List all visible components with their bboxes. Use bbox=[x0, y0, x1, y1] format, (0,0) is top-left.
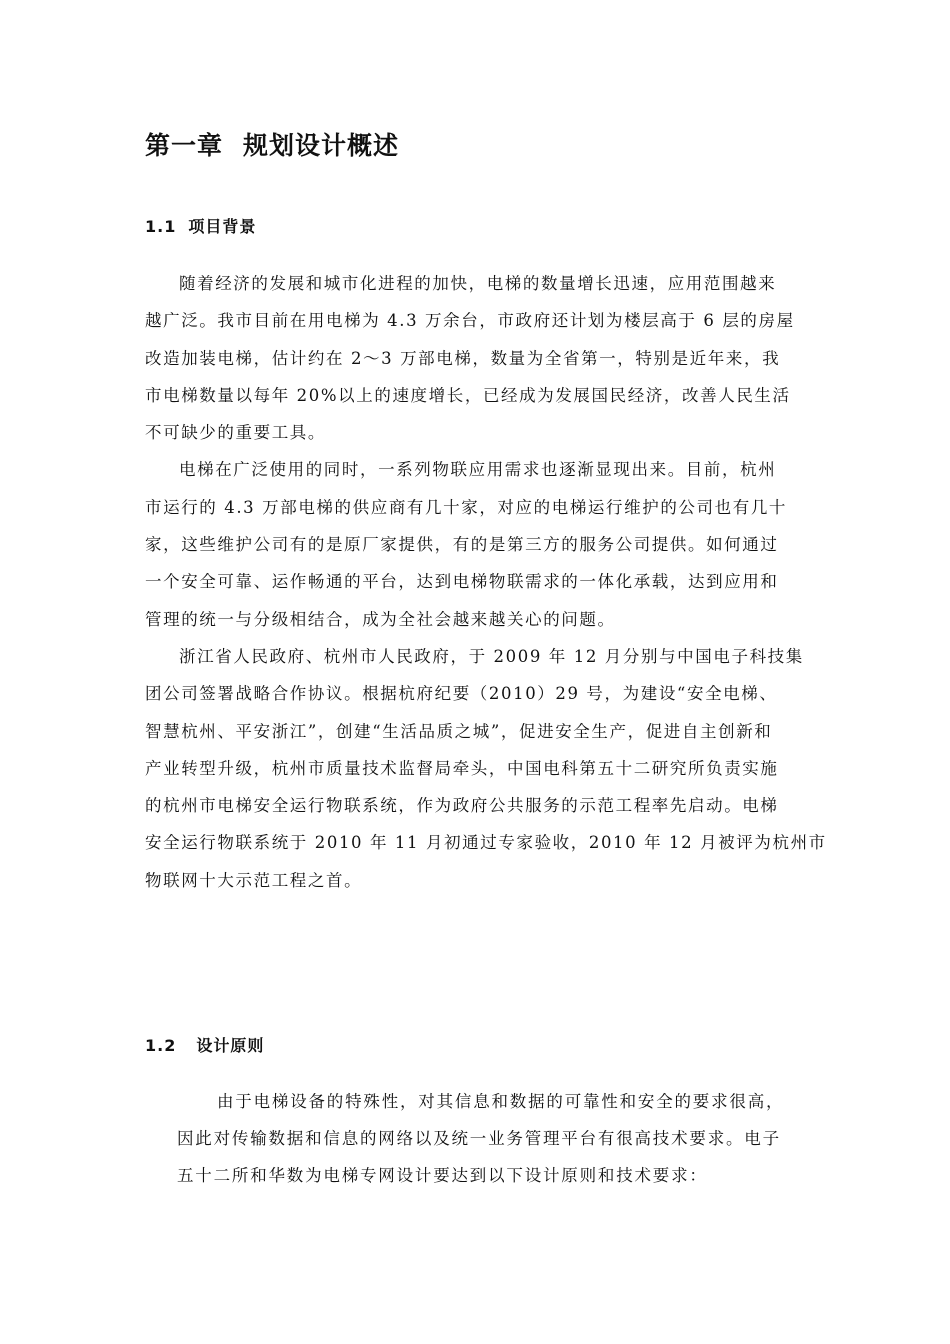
paragraph-line: 因此对传输数据和信息的网络以及统一业务管理平台有很高技术要求。电子 bbox=[177, 1129, 781, 1148]
paragraph-line: 浙江省人民政府、杭州市人民政府，于 2009 年 12 月分别与中国电子科技集 bbox=[179, 646, 804, 666]
paragraph-line: 改造加装电梯，估计约在 2～3 万部电梯，数量为全省第一，特别是近年来，我 bbox=[145, 348, 781, 368]
paragraph-line: 一个安全可靠、运作畅通的平台，达到电梯物联需求的一体化承载，达到应用和 bbox=[145, 572, 779, 592]
section-number: 1.2 bbox=[145, 1036, 177, 1055]
paragraph-line: 的杭州市电梯安全运行物联系统，作为政府公共服务的示范工程率先启动。电梯 bbox=[145, 796, 779, 816]
section-body-design-principles bbox=[177, 1083, 817, 1194]
paragraph-line: 随着经济的发展和城市化进程的加快，电梯的数量增长迅速，应用范围越来 bbox=[179, 274, 777, 293]
paragraph-line: 安全运行物联系统于 2010 年 11 月初通过专家验收，2010 年 12 月被评为杭州市 bbox=[145, 833, 827, 853]
paragraph-line: 五十二所和华数为电梯专网设计要达到以下设计原则和技术要求： bbox=[177, 1166, 708, 1185]
section-body-background bbox=[145, 265, 827, 899]
paragraph-line: 智慧杭州、平安浙江”，创建“生活品质之城”，促进安全生产，促进自主创新和 bbox=[145, 721, 773, 741]
chapter-title bbox=[145, 126, 399, 162]
paragraph-line: 家，这些维护公司有的是原厂家提供，有的是第三方的服务公司提供。如何通过 bbox=[145, 535, 779, 555]
section-title: 项目背景 bbox=[188, 217, 257, 236]
paragraph-line: 市运行的 4.3 万部电梯的供应商有几十家，对应的电梯运行维护的公司也有几十 bbox=[145, 497, 788, 517]
paragraph-line: 越广泛。我市目前在用电梯为 4.3 万余台，市政府还计划为楼层高于 6 层的房屋 bbox=[145, 311, 795, 331]
chapter-name: 规划设计概述 bbox=[243, 131, 400, 160]
paragraph-line: 电梯在广泛使用的同时，一系列物联应用需求也逐渐显现出来。目前，杭州 bbox=[179, 460, 777, 480]
chapter-number: 第一章 bbox=[145, 131, 224, 160]
section-heading-design-principles bbox=[145, 1033, 264, 1056]
paragraph-line: 物联网十大示范工程之首。 bbox=[145, 870, 363, 890]
paragraph-line: 不可缺少的重要工具。 bbox=[145, 423, 326, 443]
paragraph-line: 管理的统一与分级相结合，成为全社会越来越关心的问题。 bbox=[145, 609, 616, 629]
section-title: 设计原则 bbox=[196, 1036, 265, 1055]
paragraph-line: 由于电梯设备的特殊性，对其信息和数据的可靠性和安全的要求很高， bbox=[217, 1092, 785, 1111]
section-heading-background bbox=[145, 214, 256, 237]
paragraph-line: 产业转型升级，杭州市质量技术监督局牵头，中国电科第五十二研究所负责实施 bbox=[145, 758, 779, 778]
paragraph-line: 团公司签署战略合作协议。根据杭府纪要（2010）29 号，为建设“安全电梯、 bbox=[145, 684, 778, 704]
paragraph-line: 市电梯数量以每年 20%以上的速度增长，已经成为发展国民经济，改善人民生活 bbox=[145, 385, 791, 405]
section-number: 1.1 bbox=[145, 217, 177, 236]
